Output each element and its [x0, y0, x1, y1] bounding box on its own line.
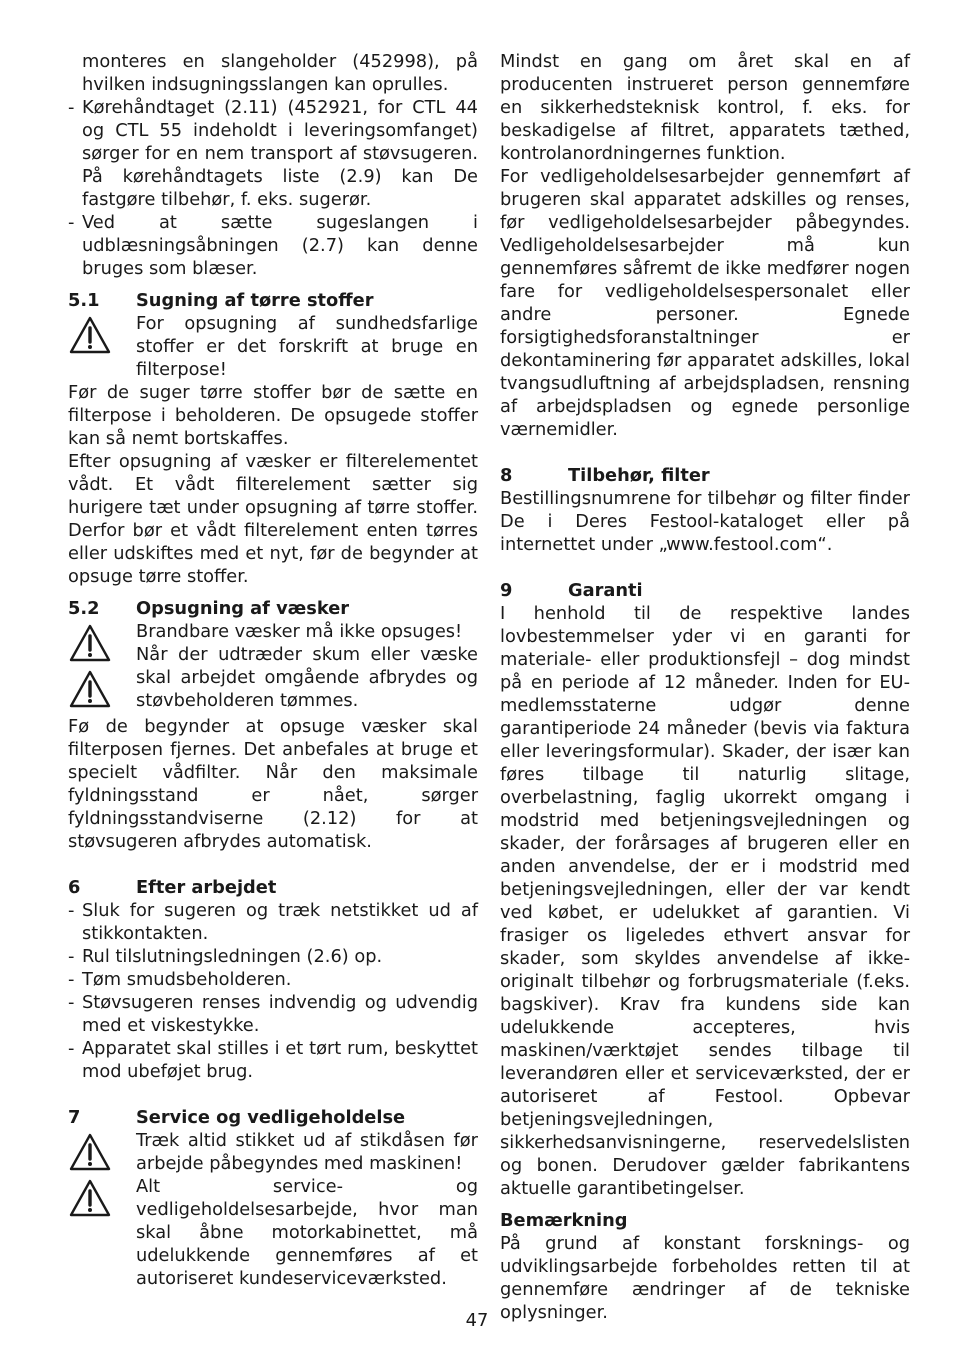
warning-block: [68, 312, 478, 381]
bullet-dash: -: [68, 97, 75, 118]
section-number: 7: [68, 1107, 81, 1128]
warning-triangle-icon: [68, 623, 112, 663]
section-title: Service og vedligeholdelse: [136, 1107, 406, 1128]
note-heading: Bemærkning: [500, 1210, 628, 1231]
section-title: Opsugning af væsker: [136, 598, 350, 619]
warning-text: Brandbare væsker må ikke opsuges!: [136, 621, 463, 642]
warning-text: For opsugning af sundhedsfarlige stoffer er det forskrift at bruge en filterpose!: [136, 313, 478, 380]
section-number: 9: [500, 580, 513, 601]
section-heading-5-1: [68, 289, 478, 312]
section-number: 5.2: [68, 598, 100, 619]
paragraph: I henhold til de respektive landes lovbestemmelser yder vi en garanti for materiale- eller produktionsfejl – dog mindst på en periode af 12 måneder. Inden for EU-medlemsstaterne udgør denne garantiperiode 24 måneder (bevis via faktura eller leveringsformular). Skader, der især kan føres tilbage til naturlig slitage, overbelastning, faglig ukorrekt omgang i modstrid med betjeningsvejledningen og skader, der forårsages af brugeren eller en anden anvendelse, der er i modstrid med betjeningsvejledningen, eller der var kendt ved købet, er udelukket af garantien. Vi frasiger os ligeledes ethvert ansvar for skader, som skyldes anvendelse af ikke-originalt tilbehør og forbrugsmateriale (f.eks. bagskiver). Krav fra kundens side kan udelukkende accepteres, hvis maskinen/værktøjet sendes tilbage til leverandøren eller et serviceværksted, der er autoriseret af Festool. Opbevar betjeningsvejledningen, sikkerhedsanvisningerne, reservedelslisten og bonen. Derudover gælder fabrikantens aktuelle garantibetingelser.: [500, 603, 910, 1199]
section-title: Sugning af tørre stoffer: [136, 290, 374, 311]
warning-block: [68, 1129, 478, 1290]
list-item: [68, 945, 478, 968]
paragraph: Før de suger tørre stoffer bør de sætte en filterpose i beholderen. De opsugede stoffer kan så nemt bortskaffes.: [68, 382, 478, 449]
paragraph: For vedligeholdelsesarbejder gennemført af brugeren skal apparatet adskilles og renses, før vedligeholdelsesarbejder påbegyndes. Vedligeholdelsesarbejder må kun gennemføres såfremt de ikke medfører nogen fare for vedligeholdelsespersonalet eller andre personer. Egnede forsigtighedsforanstaltninger er dekontaminering før apparatet adskilles, lokal tvangsudluftning af arbejdspladsen, rensning af arbejdspladsen og egnede personlige værnemidler.: [500, 166, 910, 440]
section-heading-9: [500, 579, 910, 602]
list-item-text: Sluk for sugeren og træk netstikket ud af stikkontakten.: [82, 900, 478, 944]
bullet-dash: -: [68, 992, 75, 1013]
list-item-text: Ved at sætte sugeslangen i udblæsningsåbningen (2.7) kan denne bruges som blæser.: [82, 212, 478, 279]
list-item-text: Støvsugeren renses indvendig og udvendig med et viskestykke.: [82, 992, 478, 1036]
list-item: [68, 899, 478, 945]
section-title: Efter arbejdet: [136, 877, 277, 898]
bullet-dash: -: [68, 969, 75, 990]
list-item: [68, 991, 478, 1037]
list-item-text: Tøm smudsbeholderen.: [82, 969, 292, 990]
section-heading-7: [68, 1106, 478, 1129]
page-number: 47: [465, 1310, 489, 1331]
warning-text: Når der udtræder skum eller væske skal arbejdet omgående afbrydes og støvbeholderen tømmes.: [136, 644, 478, 711]
paragraph: Mindst en gang om året skal en af producenten instrueret person gennemføre en sikkerhedsteknisk kontrol, f. eks. for beskadigelse af filtret, apparatets tæthed, kontrolanordningernes funktion.: [500, 51, 910, 164]
section-heading-5-2: [68, 597, 478, 620]
section-title: Garanti: [568, 580, 643, 601]
section-number: 5.1: [68, 290, 100, 311]
paragraph: På grund af konstant forsknings- og udviklingsarbejde forbeholdes retten til at gennemføre ændringer af de tekniske oplysninger.: [500, 1233, 910, 1323]
section-number: 6: [68, 877, 81, 898]
section-title: Tilbehør, filter: [568, 465, 710, 486]
continued-paragraph: monteres en slangeholder (452998), på hvilken indsugningsslangen kan oprulles.: [82, 51, 478, 95]
warning-text: Træk altid stikket ud af stikdåsen før arbejde påbegyndes med maskinen!: [136, 1130, 478, 1174]
list-item-text: Kørehåndtaget (2.11) (452921, for CTL 44 og CTL 55 indeholdt i leveringsomfanget) sørger for en nem transport af støvsugeren. På kørehåndtagets liste (2.9) kan De fastgøre tilbehør, f. eks. sugerør.: [82, 97, 478, 210]
section-heading-6: [68, 876, 478, 899]
section-heading-8: [500, 464, 910, 487]
paragraph: Bestillingsnumrene for tilbehør og filter finder De i Deres Festool-kataloget eller på internettet under „www.festool.com“.: [500, 488, 910, 555]
bullet-dash: -: [68, 1038, 75, 1059]
warning-triangle-icon: [68, 1178, 112, 1218]
bullet-dash: -: [68, 212, 75, 233]
list-item-text: Rul tilslutningsledningen (2.6) op.: [82, 946, 383, 967]
paragraph: Efter opsugning af væsker er filterelementet vådt. Et vådt filterelement sætter sig hurigere tæt under opsugning af tørre stoffer. Derfor bør et vådt filterelement enten tørres eller udskiftes med et nyt, før de begynder at opsuge tørre stoffer.: [68, 451, 478, 587]
paragraph: Fø de begynder at opsuge væsker skal filterposen fjernes. Det anbefales at bruge et specielt vådfilter. Når den maksimale fyldningsstand er nået, sørger fyldningsstandviserne (2.12) for at støvsugeren afbrydes automatisk.: [68, 716, 478, 852]
list-item-text: Apparatet skal stilles i et tørt rum, beskyttet mod ubeføjet brug.: [82, 1038, 478, 1082]
warning-triangle-icon: [68, 315, 112, 355]
bullet-dash: -: [68, 900, 75, 921]
bullet-dash: -: [68, 946, 75, 967]
list-item: [68, 211, 478, 280]
warning-text: Alt service- og vedligeholdelsesarbejde, hvor man skal åbne motorkabinettet, må udelukkende gennemføres af et autoriseret kundeserviceværksted.: [136, 1176, 478, 1289]
right-column: [500, 50, 910, 1324]
warning-block: [68, 620, 478, 715]
list-item: [68, 968, 478, 991]
left-column: [68, 50, 478, 1290]
list-item: [68, 96, 478, 211]
warning-triangle-icon: [68, 669, 112, 709]
section-number: 8: [500, 465, 513, 486]
list-item: [68, 1037, 478, 1083]
warning-triangle-icon: [68, 1132, 112, 1172]
